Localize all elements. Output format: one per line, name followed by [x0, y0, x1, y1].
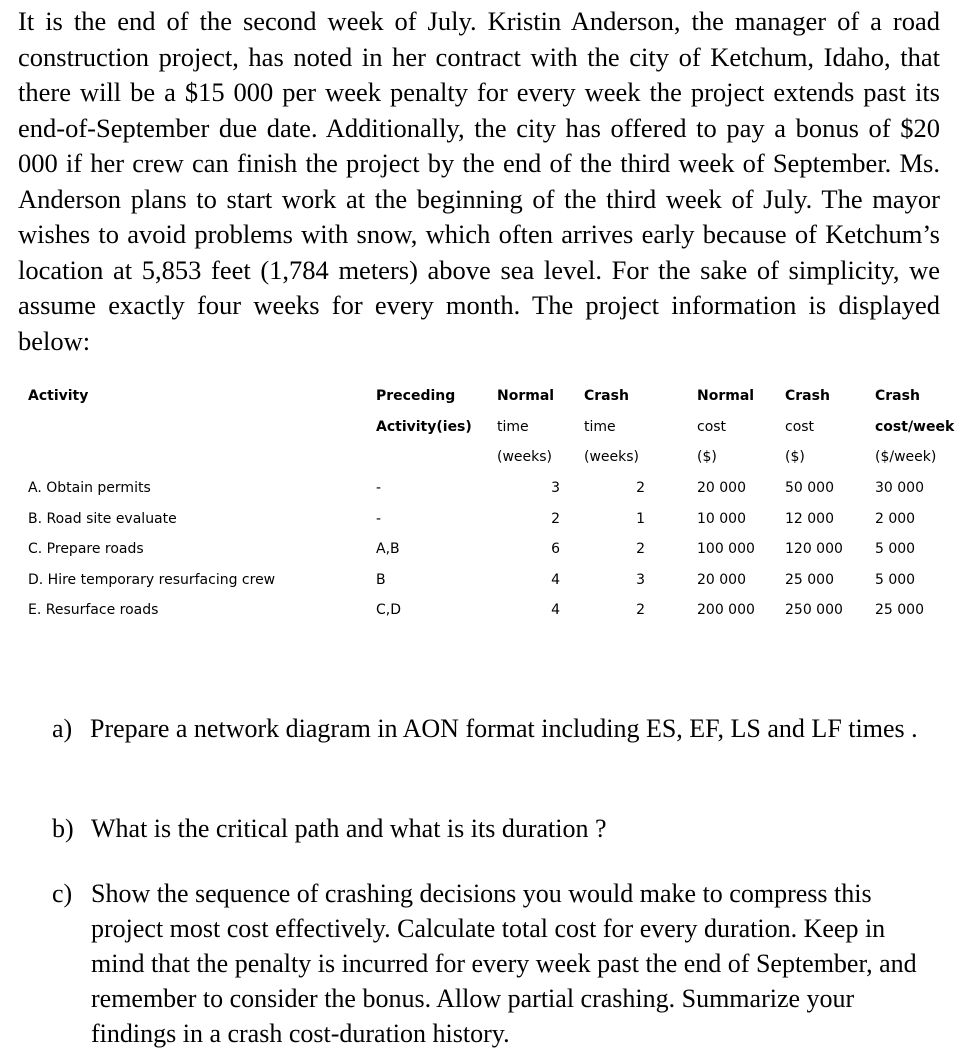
- table-row-crash-time: 1: [636, 511, 645, 527]
- question-label: c): [52, 879, 73, 908]
- table-row-crash-time: 2: [636, 480, 645, 496]
- question-c: [52, 876, 922, 1051]
- table-row-crash-cost: 12 000: [785, 511, 834, 527]
- question-a: [52, 711, 932, 746]
- table-row-preceding: C,D: [376, 602, 402, 618]
- table-row-normal-time: 6: [551, 541, 560, 557]
- table-row-normal-cost: 100 000: [697, 541, 755, 557]
- header-preceding-line1: Preceding: [376, 388, 456, 404]
- table-row-normal-cost: 20 000: [697, 480, 746, 496]
- header-crash-time-line3: (weeks): [584, 449, 640, 465]
- header-normal-cost-line3: ($): [697, 449, 717, 465]
- problem-statement: It is the end of the second week of July. Kristin Anderson, the manager of a road construction project, has noted in her contract with the city of Ketchum, Idaho, that there will be a $15 000 per week penalty for every week the project extends past its end-of-September due date. Additionally, the city has offered to pay a bonus of $20 000 if her crew can finish the project by the end of the third week of September. Ms. Anderson plans to start work at the beginning of the third week of July. The mayor wishes to avoid problems with snow, which often arrives early because of Ketchum’s location at 5,853 feet (1,784 meters) above sea level. For the sake of simplicity, we assume exactly four weeks for every month. The project information is displayed below:: [18, 6, 940, 356]
- header-crash-cost-week-line2: cost/week: [875, 419, 955, 435]
- table-row-activity: A. Obtain permits: [28, 480, 151, 496]
- table-row-crash-cost: 250 000: [785, 602, 843, 618]
- header-normal-time-line2: time: [497, 419, 529, 435]
- table-row-crash-time: 2: [636, 541, 645, 557]
- table-row-normal-time: 2: [551, 511, 560, 527]
- header-crash-cost-week-line1: Crash: [875, 388, 920, 404]
- table-row-preceding: B: [376, 572, 386, 588]
- table-row-normal-cost: 200 000: [697, 602, 755, 618]
- table-row-crash-cost: 120 000: [785, 541, 843, 557]
- header-normal-cost-line1: Normal: [697, 388, 755, 404]
- question-text: What is the critical path and what is its duration ?: [91, 814, 607, 843]
- table-row-crash-cost-week: 25 000: [875, 602, 924, 618]
- table-row-crash-time: 2: [636, 602, 645, 618]
- table-row-normal-time: 3: [551, 480, 560, 496]
- header-crash-time-line1: Crash: [584, 388, 629, 404]
- header-crash-cost-line3: ($): [785, 449, 805, 465]
- question-text: Show the sequence of crashing decisions you would make to compress this project most cost effectively. Calculate total cost for every duration. Keep in mind that the penalty is incurred for every week past the end of September, and remember to consider the bonus. Allow partial crashing. Summarize your findings in a crash cost-duration history.: [91, 879, 917, 1048]
- table-row-normal-cost: 10 000: [697, 511, 746, 527]
- table-row-activity: B. Road site evaluate: [28, 511, 177, 527]
- header-crash-cost-line2: cost: [785, 419, 815, 435]
- table-row-activity: E. Resurface roads: [28, 602, 159, 618]
- table-row-activity: C. Prepare roads: [28, 541, 144, 557]
- table-row-crash-cost: 25 000: [785, 572, 834, 588]
- header-preceding-line2: Activity(ies): [376, 419, 472, 435]
- question-text: [52, 711, 932, 746]
- table-row-preceding: -: [376, 480, 382, 496]
- header-crash-cost-line1: Crash: [785, 388, 830, 404]
- header-crash-time-line2: time: [584, 419, 616, 435]
- table-row-crash-cost-week: 5 000: [875, 541, 916, 557]
- table-row-crash-cost-week: 30 000: [875, 480, 924, 496]
- header-normal-time-line1: Normal: [497, 388, 555, 404]
- table-row-preceding: A,B: [376, 541, 400, 557]
- question-label: b): [52, 814, 74, 843]
- table-row-crash-cost-week: 5 000: [875, 572, 916, 588]
- table-row-crash-time: 3: [636, 572, 645, 588]
- table-row-crash-cost: 50 000: [785, 480, 834, 496]
- header-crash-cost-week-line3: ($/week): [875, 449, 937, 465]
- question-text-content: Prepare a network diagram in AON format including ES, EF, LS and LF times .: [90, 714, 918, 743]
- header-activity: Activity: [28, 388, 89, 404]
- table-row-normal-cost: 20 000: [697, 572, 746, 588]
- table-row-activity: D. Hire temporary resurfacing crew: [28, 572, 276, 588]
- table-row-crash-cost-week: 2 000: [875, 511, 916, 527]
- header-normal-cost-line2: cost: [697, 419, 727, 435]
- table-row-normal-time: 4: [551, 572, 560, 588]
- table-row-preceding: -: [376, 511, 382, 527]
- question-label: a): [52, 714, 73, 743]
- question-b: [52, 811, 932, 846]
- table-row-normal-time: 4: [551, 602, 560, 618]
- header-normal-time-line3: (weeks): [497, 449, 553, 465]
